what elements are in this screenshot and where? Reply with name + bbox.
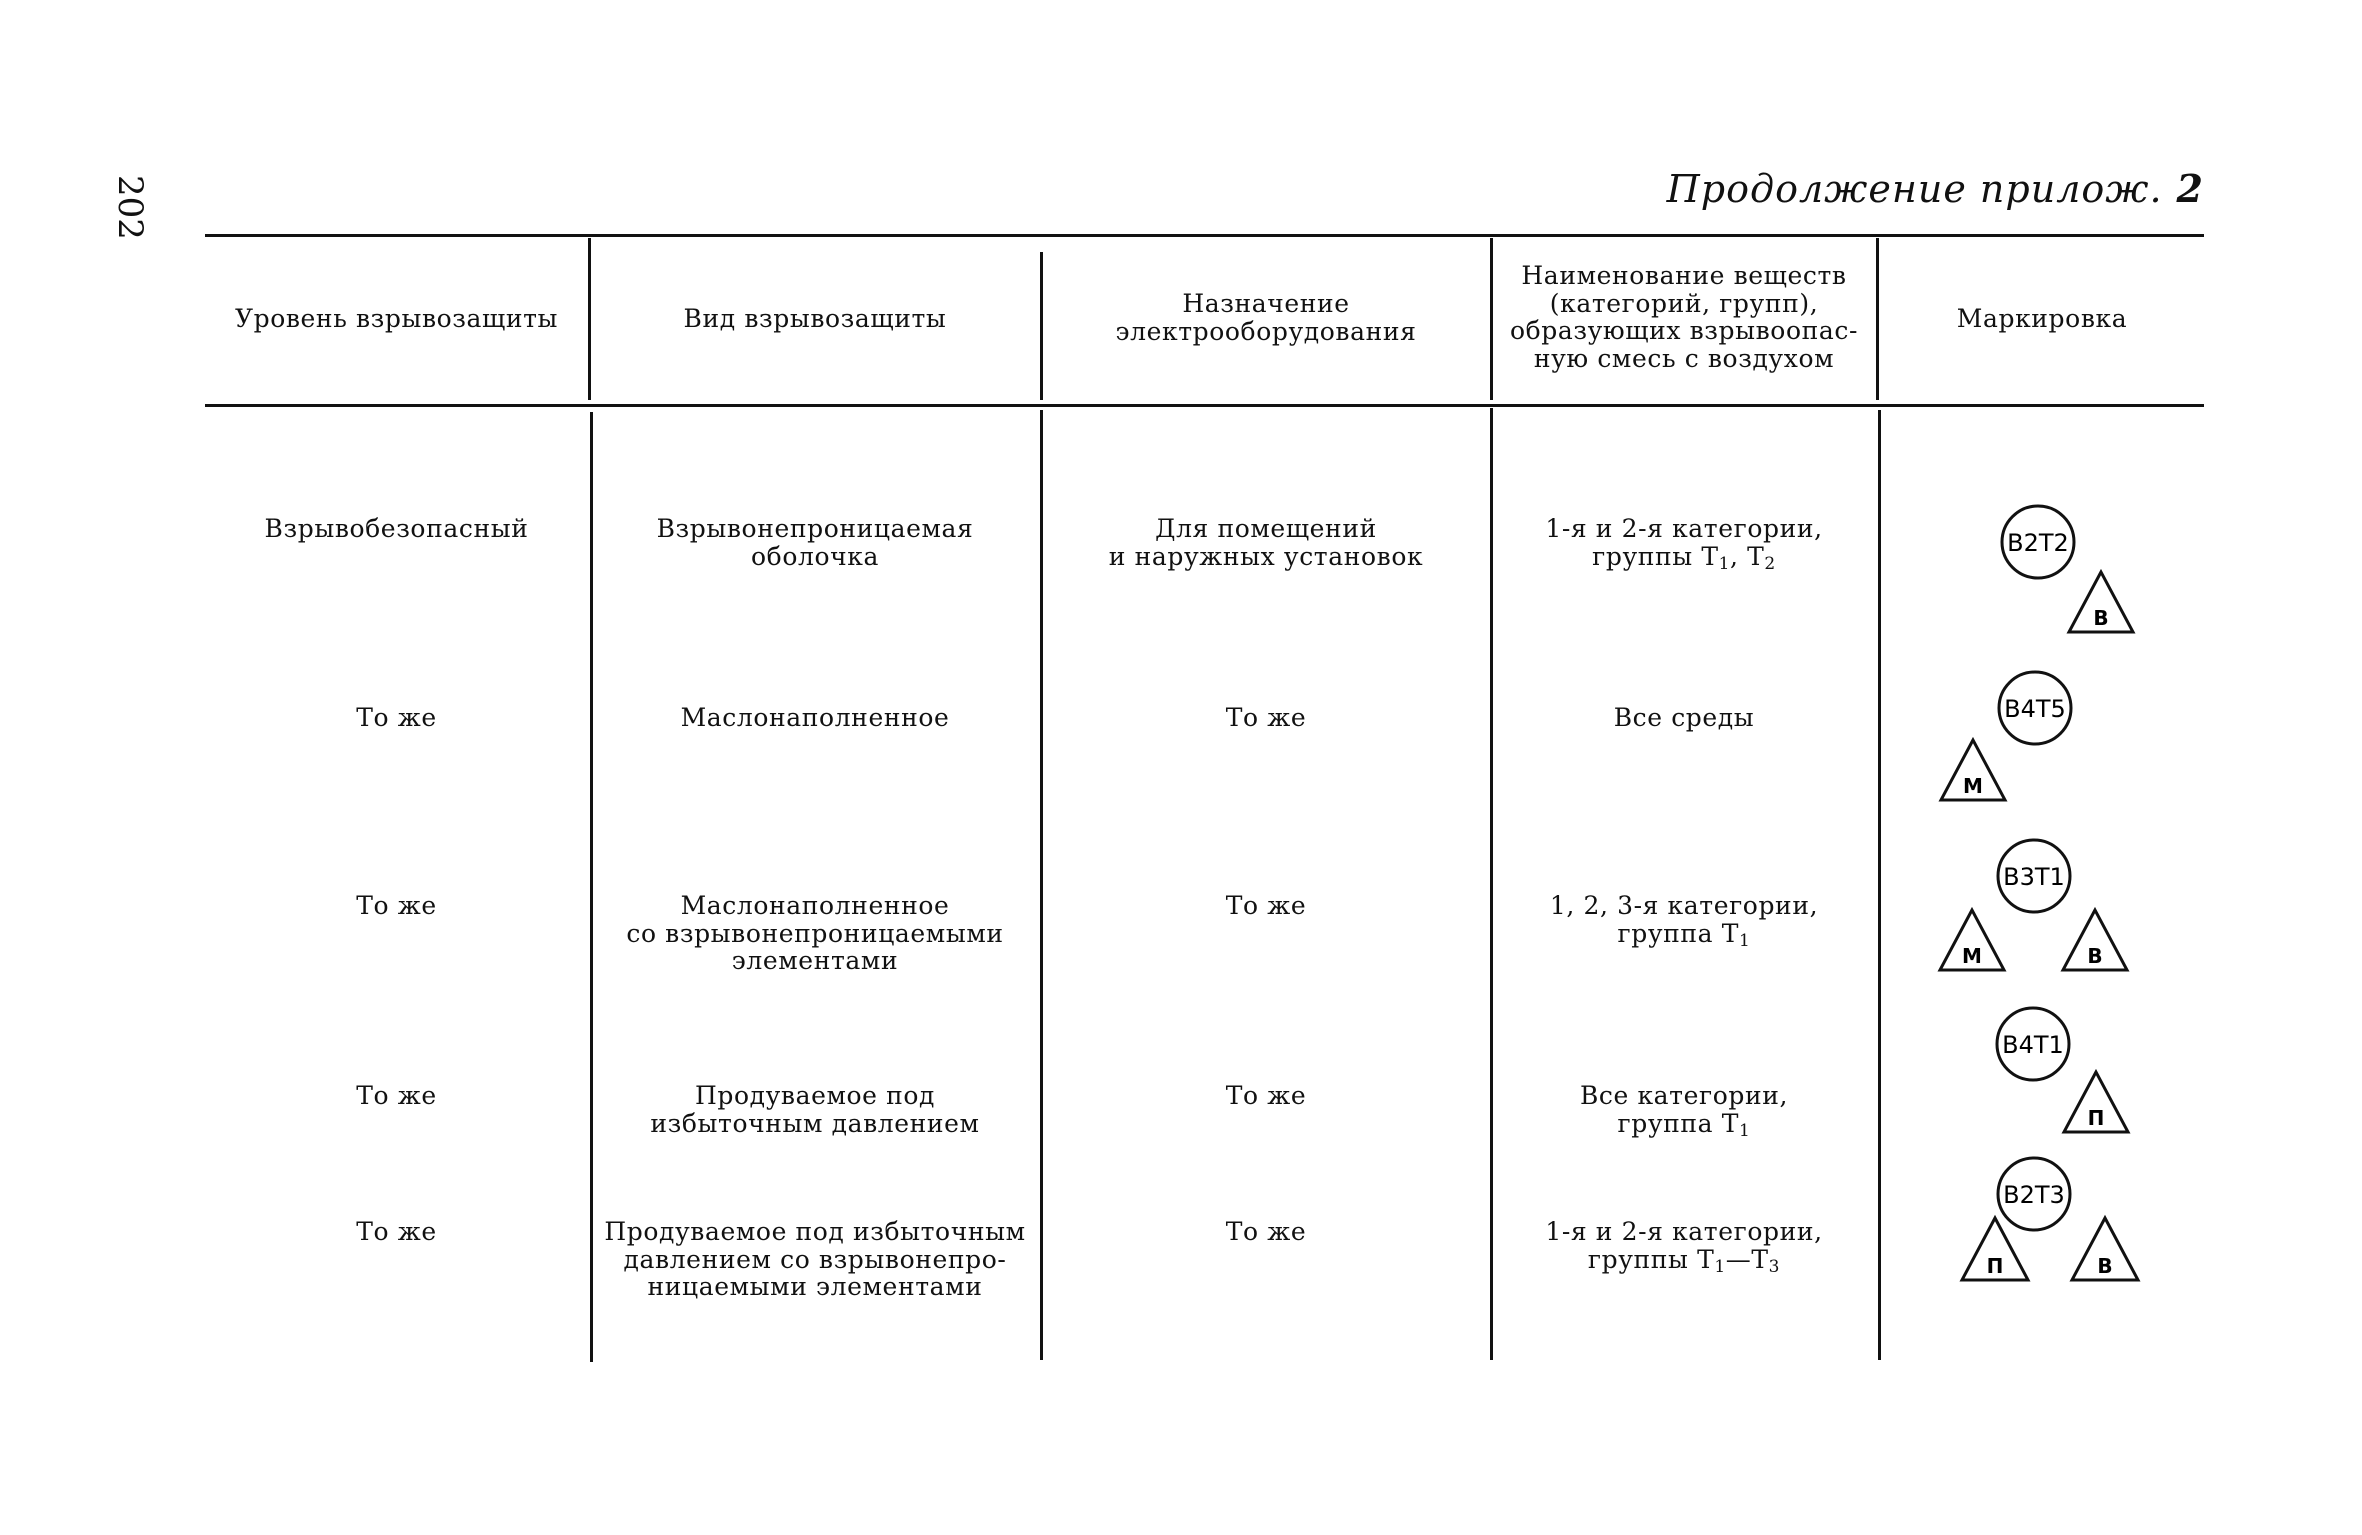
table-header-rule [205,404,2204,407]
row3-marking-triangle-1-label: М [1962,944,1982,968]
row5-level: То же [356,1217,437,1246]
row5-marking-triangle-2-label: В [2097,1254,2113,1278]
row4-substances-line2: группа $T_1$ [1617,1108,1751,1141]
row2-marking-circle-label: В4Т5 [2004,695,2066,723]
row4-substances-line1: Все категории, [1579,1081,1789,1110]
row3-purpose: То же [1225,891,1307,920]
table-top-rule [205,234,2204,237]
row3-marking-triangle-2-label: В [2087,944,2103,968]
row2-marking-triangle-1-label: М [1963,774,1983,798]
row5-marking-triangle-1-label: П [1986,1254,2004,1278]
row3-substances [1494,892,1874,950]
row1-purpose: Для помещений и наружных установок [1108,514,1424,571]
row3-level: То же [356,891,437,920]
row3-marking-circle-label: В3Т1 [2003,863,2065,891]
row1-substances-line1: 1-я и 2-я категории, [1545,514,1823,543]
row4-substances [1494,1082,1874,1140]
body-separator-2 [1040,410,1043,1360]
row1-substances [1494,515,1874,573]
row5-substances-line1: 1-я и 2-я категории, [1545,1217,1823,1246]
page-header [1667,166,2204,211]
header-kind: Вид взрывозащиты [683,304,947,333]
row2-purpose: То же [1225,703,1307,732]
header-level: Уровень взрывозащиты [234,304,559,333]
body-separator-3 [1490,408,1493,1360]
header-text: Продолжение прилож. [1666,167,2163,211]
markings-svg [1880,410,2204,1360]
row1-kind: Взрывонепроницаемая оболочка [656,514,974,571]
row1-marking-circle-label: В2Т2 [2007,529,2069,557]
row2-substances-line1: Все среды [1613,703,1755,732]
row5-marking-circle-label: В2Т3 [2003,1181,2065,1209]
row3-substances-line1: 1, 2, 3-я категории, [1549,891,1819,920]
row5-kind: Продуваемое под избыточным давлением со взрывонепро- ницаемыми элементами [604,1217,1026,1301]
row4-level: То же [356,1081,437,1110]
header-marking: Маркировка [1956,304,2128,333]
row4-marking-circle-label: В4Т1 [2002,1031,2064,1059]
row5-substances-line2: группы $T_1—T_3$ [1587,1244,1781,1277]
header-number: 2 [2176,166,2204,211]
row4-marking [1997,1008,2128,1132]
row2-marking [1941,672,2071,800]
row5-purpose: То же [1225,1217,1307,1246]
header-separator-4 [1876,238,1879,400]
row1-marking [2002,506,2133,632]
header-separator-2 [1040,252,1043,400]
row4-marking-triangle-1-label: П [2087,1106,2105,1130]
header-separator-1 [588,238,591,400]
row2-kind: Маслонаполненное [680,703,950,732]
row4-kind: Продуваемое под избыточным давлением [650,1081,980,1138]
row4-purpose: То же [1225,1081,1307,1110]
row1-substances-line2: группы $T_1$, $T_2$ [1592,541,1776,574]
page-number: 202 [110,175,150,240]
row1-level: Взрывобезопасный [264,514,529,543]
header-purpose: Назначение электрооборудования [1115,289,1417,346]
row3-substances-line2: группа $T_1$ [1617,918,1751,951]
row3-kind: Маслонаполненное со взрывонепроницаемыми элементами [626,891,1004,975]
header-separator-3 [1490,238,1493,400]
row5-marking [1962,1158,2138,1280]
row1-marking-triangle-1-label: В [2093,606,2109,630]
row2-level: То же [356,703,437,732]
row3-marking [1940,840,2127,970]
header-substances: Наименование веществ (категорий, групп), образующих взрывоопас- ную смесь с воздухом [1509,261,1859,373]
row2-substances [1494,704,1874,732]
row5-substances [1494,1218,1874,1276]
